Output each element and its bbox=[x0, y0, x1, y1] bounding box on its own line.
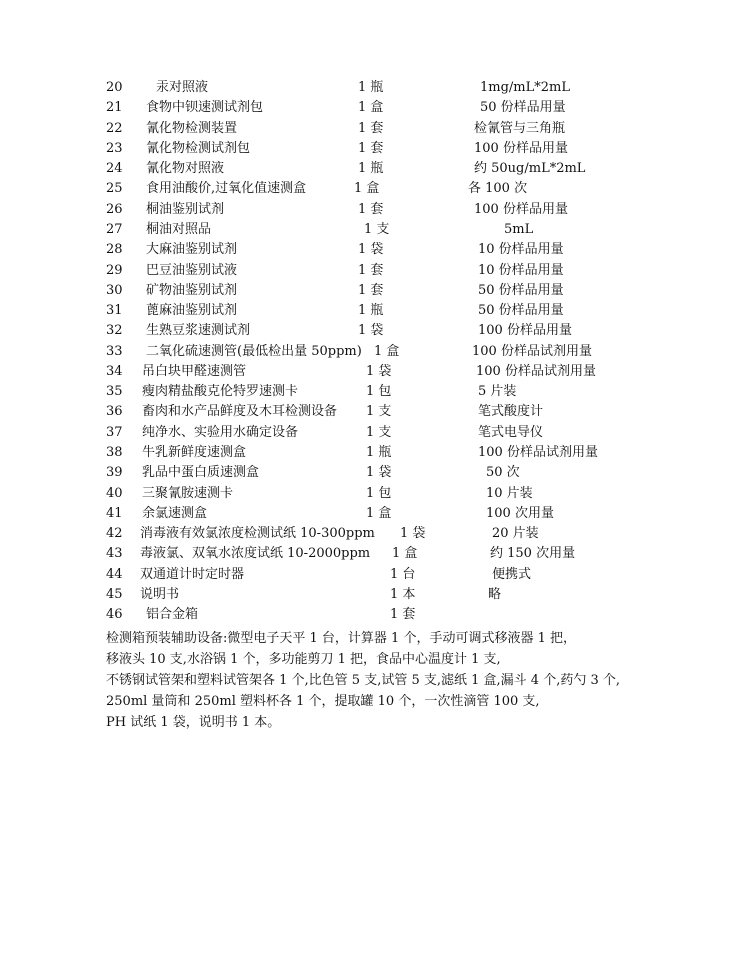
item-note: 略 bbox=[488, 587, 502, 602]
item-quantity: 1 套 bbox=[358, 201, 384, 217]
item-number: 41 bbox=[106, 505, 123, 521]
item-number: 42 bbox=[106, 526, 123, 542]
item-name: 大麻油鉴别试剂 bbox=[146, 242, 238, 258]
item-quantity: 1 支 bbox=[366, 404, 392, 420]
list-item bbox=[0, 179, 750, 199]
item-quantity: 1 套 bbox=[358, 282, 384, 298]
list-item bbox=[0, 544, 750, 564]
item-name: 二氧化硫速测管(最低检出量 50ppm) bbox=[146, 343, 362, 359]
item-quantity: 1 台 bbox=[390, 566, 416, 582]
item-quantity: 1 袋 bbox=[400, 526, 426, 542]
list-item bbox=[0, 261, 750, 281]
item-name: 蓖麻油鉴别试剂 bbox=[146, 303, 238, 319]
item-quantity: 1 套 bbox=[358, 120, 384, 136]
item-note: 便携式 bbox=[492, 566, 532, 582]
item-name: 汞对照液 bbox=[156, 80, 209, 95]
list-item bbox=[0, 605, 750, 625]
list-item bbox=[0, 585, 750, 605]
list-item bbox=[0, 78, 750, 98]
list-item bbox=[0, 565, 750, 585]
item-note: 50 份样品用量 bbox=[478, 303, 564, 319]
list-item bbox=[0, 504, 750, 524]
item-name: 瘦肉精盐酸克伦特罗速测卡 bbox=[142, 384, 299, 400]
item-note: 约 150 次用量 bbox=[490, 546, 576, 562]
item-number: 31 bbox=[106, 303, 123, 319]
item-quantity: 1 盒 bbox=[392, 546, 418, 562]
item-number: 37 bbox=[106, 424, 123, 440]
list-item bbox=[0, 98, 750, 118]
item-number: 40 bbox=[106, 485, 123, 501]
list-item bbox=[0, 321, 750, 341]
item-name: 氰化物检测试剂包 bbox=[146, 140, 251, 156]
list-item bbox=[0, 240, 750, 260]
item-name: 矿物油鉴别试剂 bbox=[146, 282, 238, 298]
item-name: 乳品中蛋白质速测盒 bbox=[142, 465, 260, 481]
item-name: 毒液氯、双氧水浓度试纸 10-2000ppm bbox=[140, 546, 371, 562]
item-name: 畜肉和水产品鲜度及木耳检测设备 bbox=[142, 404, 338, 420]
item-number: 23 bbox=[106, 140, 123, 156]
auxiliary-equipment-note bbox=[106, 628, 736, 733]
item-note: 100 份样品用量 bbox=[474, 201, 568, 217]
item-quantity: 1 盒 bbox=[366, 505, 392, 521]
note-line: 移液头 10 支,水浴锅 1 个，多功能剪刀 1 把，食品中心温度计 1 支, bbox=[106, 652, 501, 667]
item-number: 46 bbox=[106, 607, 123, 623]
item-name: 桐油对照品 bbox=[146, 221, 212, 237]
item-number: 24 bbox=[106, 161, 123, 177]
list-item bbox=[0, 301, 750, 321]
note-line: 检测箱预装辅助设备:微型电子天平 1 台，计算器 1 个，手动可调式移液器 1 把， bbox=[106, 631, 576, 646]
item-note: 1mg/mL*2mL bbox=[480, 80, 570, 95]
item-name: 双通道计时定时器 bbox=[140, 566, 245, 582]
item-number: 29 bbox=[106, 262, 123, 278]
item-note: 5mL bbox=[504, 221, 534, 237]
item-quantity: 1 套 bbox=[358, 140, 384, 156]
item-number: 33 bbox=[106, 343, 123, 359]
item-note: 10 份样品用量 bbox=[478, 242, 564, 258]
item-number: 39 bbox=[106, 465, 123, 481]
list-item bbox=[0, 342, 750, 362]
item-name: 食用油酸价,过氧化值速测盒 bbox=[146, 181, 307, 197]
list-item bbox=[0, 200, 750, 220]
list-item bbox=[0, 281, 750, 301]
item-quantity: 1 瓶 bbox=[358, 80, 384, 95]
item-name: 氰化物对照液 bbox=[146, 161, 225, 177]
list-item bbox=[0, 524, 750, 544]
item-number: 32 bbox=[106, 323, 123, 339]
item-number: 43 bbox=[106, 546, 123, 562]
item-quantity: 1 套 bbox=[390, 607, 416, 623]
item-note: 检氰管与三角瓶 bbox=[474, 120, 566, 136]
item-name: 说明书 bbox=[140, 587, 180, 602]
list-item bbox=[0, 423, 750, 443]
item-quantity: 1 袋 bbox=[366, 363, 392, 379]
item-note: 约 50ug/mL*2mL bbox=[474, 161, 586, 177]
item-number: 20 bbox=[106, 80, 123, 95]
item-quantity: 1 盒 bbox=[354, 181, 380, 197]
item-note: 100 份样品用量 bbox=[478, 323, 572, 339]
item-quantity: 1 盒 bbox=[374, 343, 400, 359]
item-name: 三聚氰胺速测卡 bbox=[142, 485, 234, 501]
list-item bbox=[0, 402, 750, 422]
item-number: 30 bbox=[106, 282, 123, 298]
item-note: 100 份样品试剂用量 bbox=[476, 363, 596, 379]
item-quantity: 1 瓶 bbox=[358, 303, 384, 319]
item-number: 21 bbox=[106, 100, 123, 116]
item-note: 50 份样品用量 bbox=[478, 282, 564, 298]
item-quantity: 1 支 bbox=[364, 221, 390, 237]
item-name: 铝合金箱 bbox=[146, 607, 199, 623]
item-name: 牛乳新鲜度速测盒 bbox=[142, 445, 247, 461]
item-name: 生熟豆浆速测试剂 bbox=[146, 323, 251, 339]
item-note: 5 片装 bbox=[478, 384, 517, 400]
item-name: 桐油鉴别试剂 bbox=[146, 201, 225, 217]
note-line: 不锈钢试管架和塑料试管架各 1 个,比色管 5 支,试管 5 支,滤纸 1 盒,漏斗 4 个,药勺 3 个, bbox=[106, 673, 621, 688]
list-item bbox=[0, 382, 750, 402]
item-number: 22 bbox=[106, 120, 123, 136]
note-line: PH 试纸 1 袋，说明书 1 本。 bbox=[106, 715, 281, 730]
item-quantity: 1 包 bbox=[366, 485, 392, 501]
item-quantity: 1 瓶 bbox=[366, 445, 392, 461]
item-number: 36 bbox=[106, 404, 123, 420]
item-number: 26 bbox=[106, 201, 123, 217]
item-number: 25 bbox=[106, 181, 123, 197]
item-quantity: 1 袋 bbox=[366, 465, 392, 481]
item-number: 44 bbox=[106, 566, 123, 582]
item-number: 38 bbox=[106, 445, 123, 461]
item-name: 氰化物检测装置 bbox=[146, 120, 238, 136]
item-name: 食物中钡速测试剂包 bbox=[146, 100, 264, 116]
item-number: 35 bbox=[106, 384, 123, 400]
note-line: 250ml 量筒和 250ml 塑料杯各 1 个，提取罐 10 个，一次性滴管 100 支, bbox=[106, 694, 540, 709]
item-note: 笔式电导仪 bbox=[478, 424, 544, 440]
item-name: 吊白块甲醛速测管 bbox=[142, 363, 247, 379]
item-note: 50 次 bbox=[486, 465, 520, 481]
item-quantity: 1 支 bbox=[366, 424, 392, 440]
list-item bbox=[0, 463, 750, 483]
item-number: 45 bbox=[106, 587, 123, 602]
item-name: 纯净水、实验用水确定设备 bbox=[142, 424, 299, 440]
item-quantity: 1 袋 bbox=[358, 323, 384, 339]
item-number: 28 bbox=[106, 242, 123, 258]
list-item bbox=[0, 484, 750, 504]
item-quantity: 1 套 bbox=[358, 262, 384, 278]
item-note: 100 份样品用量 bbox=[474, 140, 568, 156]
item-quantity: 1 本 bbox=[390, 587, 416, 602]
list-item bbox=[0, 362, 750, 382]
item-quantity: 1 袋 bbox=[358, 242, 384, 258]
item-note: 100 份样品试剂用量 bbox=[472, 343, 592, 359]
item-name: 巴豆油鉴别试液 bbox=[146, 262, 238, 278]
list-item bbox=[0, 139, 750, 159]
item-number: 27 bbox=[106, 221, 123, 237]
item-name: 余氯速测盒 bbox=[142, 505, 208, 521]
item-name: 消毒液有效氯浓度检测试纸 10-300ppm bbox=[140, 526, 375, 542]
item-note: 各 100 次 bbox=[468, 181, 528, 197]
item-number: 34 bbox=[106, 363, 123, 379]
item-quantity: 1 盒 bbox=[358, 100, 384, 116]
list-item bbox=[0, 443, 750, 463]
item-note: 50 份样品用量 bbox=[480, 100, 566, 116]
item-note: 笔式酸度计 bbox=[478, 404, 544, 420]
item-quantity: 1 包 bbox=[366, 384, 392, 400]
item-note: 10 片装 bbox=[486, 485, 533, 501]
item-quantity: 1 瓶 bbox=[358, 161, 384, 177]
item-note: 20 片装 bbox=[492, 526, 539, 542]
item-note: 100 份样品试剂用量 bbox=[478, 445, 598, 461]
item-note: 100 次用量 bbox=[486, 505, 554, 521]
list-item bbox=[0, 159, 750, 179]
list-item bbox=[0, 220, 750, 240]
list-item bbox=[0, 119, 750, 139]
item-note: 10 份样品用量 bbox=[478, 262, 564, 278]
